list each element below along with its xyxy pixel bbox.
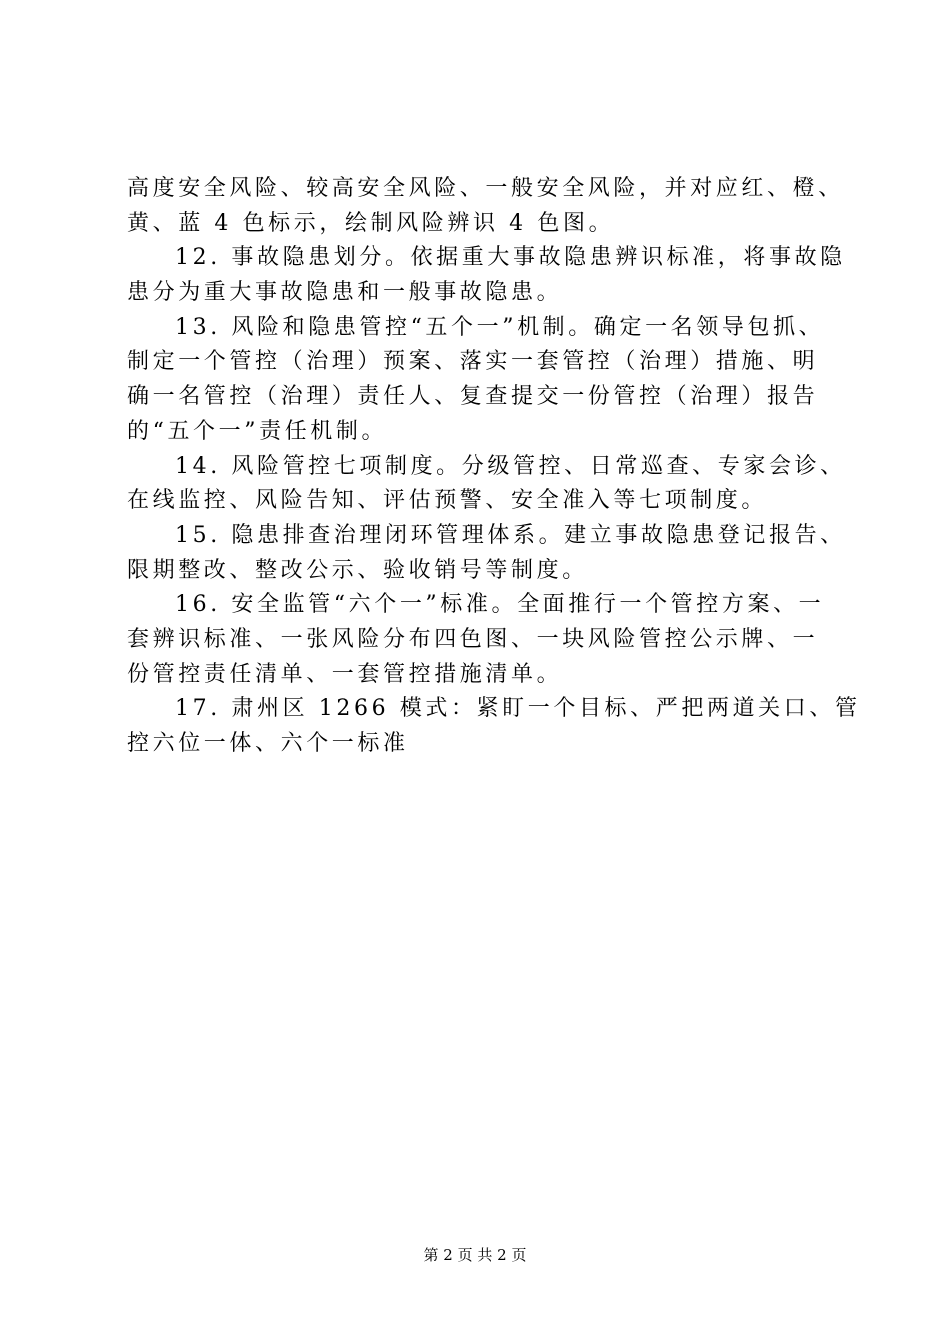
text-line: 制定一个管控（治理）预案、落实一套管控（治理）措施、明 xyxy=(127,349,819,375)
text-line: 套辨识标准、一张风险分布四色图、一块风险管控公示牌、一 xyxy=(127,626,819,652)
text-line: 15. 隐患排查治理闭环管理体系。建立事故隐患登记报告、 xyxy=(175,522,846,548)
text-line: 份管控责任清单、一套管控措施清单。 xyxy=(127,661,563,687)
text-line: 14. 风险管控七项制度。分级管控、日常巡查、专家会诊、 xyxy=(175,453,846,479)
text-line: 16. 安全监管“六个一”标准。全面推行一个管控方案、一 xyxy=(175,592,825,618)
text-line: 黄、蓝 4 色标示，绘制风险辨识 4 色图。 xyxy=(127,210,615,236)
document-body xyxy=(127,172,861,762)
text-line: 12. 事故隐患划分。依据重大事故隐患辨识标准，将事故隐 xyxy=(175,245,846,271)
page-number-footer: 第 2 页 共 2 页 xyxy=(423,1246,527,1264)
text-line: 13. 风险和隐患管控“五个一”机制。确定一名领导包抓、 xyxy=(175,314,825,340)
text-line: 确一名管控（治理）责任人、复查提交一份管控（治理）报告 xyxy=(127,384,819,410)
text-line: 17. 肃州区 1266 模式：紧盯一个目标、严把两道关口、管 xyxy=(175,696,861,722)
text-line: 在线监控、风险告知、评估预警、安全准入等七项制度。 xyxy=(127,488,768,514)
text-line: 的“五个一”责任机制。 xyxy=(127,418,388,444)
text-line: 控六位一体、六个一标准 xyxy=(127,731,409,756)
text-line: 患分为重大事故隐患和一般事故隐患。 xyxy=(127,280,563,306)
text-line: 高度安全风险、较高安全风险、一般安全风险，并对应红、橙、 xyxy=(127,176,844,201)
text-line: 限期整改、整改公示、验收销号等制度。 xyxy=(127,557,588,583)
